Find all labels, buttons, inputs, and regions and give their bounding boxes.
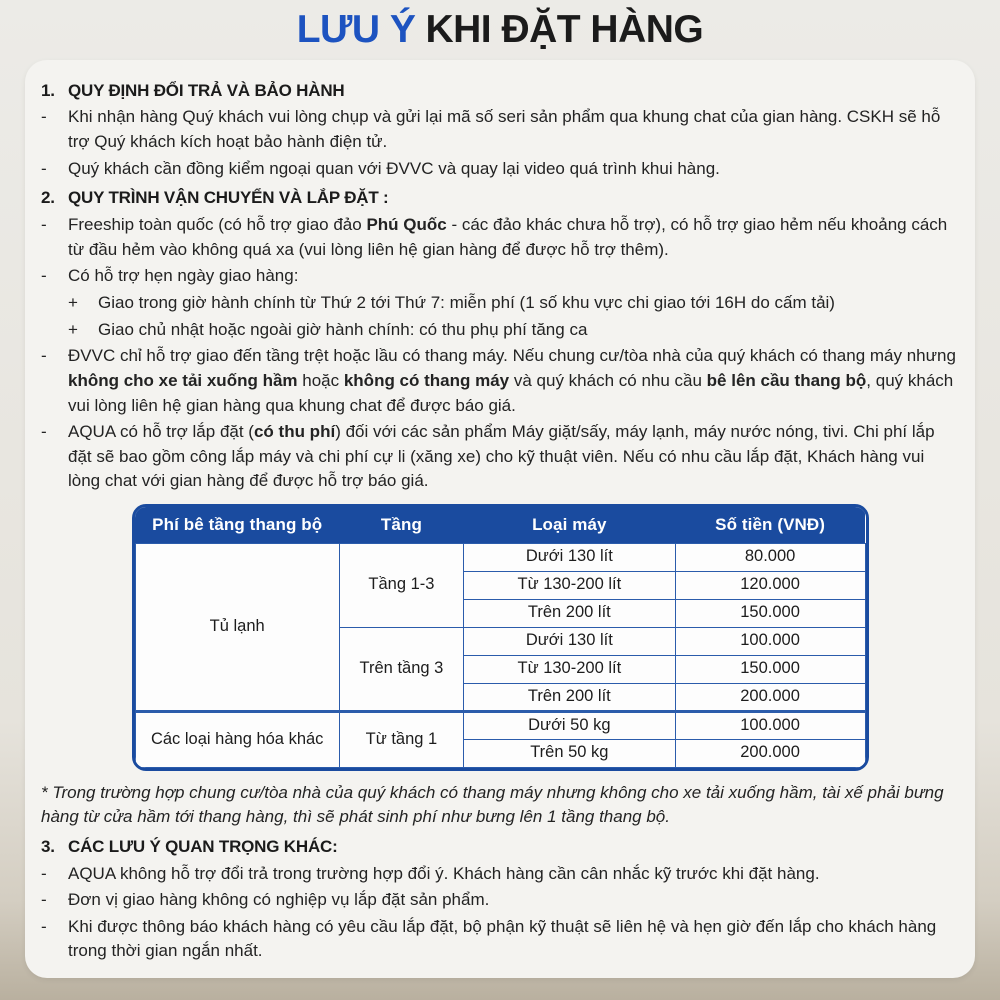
list-marker: - — [41, 916, 47, 936]
item-text: Đơn vị giao hàng không có nghiệp vụ lắp đặt sản phẩm. — [68, 890, 490, 910]
floor-cell: Từ tầng 1 — [339, 711, 463, 767]
footnote — [41, 781, 959, 830]
table-row — [135, 711, 865, 739]
section-number: 2. — [41, 188, 55, 208]
page-title-rest: KHI ĐẶT HÀNG — [425, 8, 704, 51]
amount-cell: 80.000 — [675, 543, 865, 571]
list-item — [41, 213, 959, 262]
item-text: QUY ĐỊNH ĐỔI TRẢ VÀ BẢO HÀNH — [68, 80, 345, 100]
section-heading — [41, 186, 959, 211]
item-text: Khi được thông báo khách hàng có yêu cầu lắp đặt, bộ phận kỹ thuật sẽ liên hệ và hẹn giờ đến lắp cho khách hàng trong thời gian ngắn nhất. — [68, 916, 937, 961]
list-item — [41, 888, 959, 913]
amount-cell: 100.000 — [675, 711, 865, 739]
list-item — [41, 420, 959, 494]
amount-cell: 120.000 — [675, 571, 865, 599]
notice-card — [25, 60, 975, 978]
list-item — [41, 264, 959, 289]
list-marker: - — [41, 107, 47, 127]
amount-cell: 150.000 — [675, 599, 865, 627]
table-header-row — [135, 507, 865, 543]
item-text: * Trong trường hợp chung cư/tòa nhà của quý khách có thang máy nhưng không cho xe tải xuống hầm, tài xế phải bưng hàng từ cửa hầm tới thang hàng, thì sẽ phát sinh phí như bưng lên 1 tầng thang bộ. — [41, 782, 944, 827]
list-item — [41, 105, 959, 154]
section-heading — [41, 835, 959, 860]
list-marker: - — [41, 266, 47, 286]
item-text: CÁC LƯU Ý QUAN TRỌNG KHÁC: — [68, 836, 338, 856]
item-text: Giao chủ nhật hoặc ngoài giờ hành chính: có thu phụ phí tăng ca — [98, 319, 588, 339]
amount-cell: 100.000 — [675, 627, 865, 655]
item-text: AQUA không hỗ trợ đổi trả trong trường hợp đổi ý. Khách hàng cần cân nhắc kỹ trước khi đặt hàng. — [68, 863, 820, 883]
machine-type-cell: Trên 50 kg — [463, 739, 675, 767]
item-text: Khi nhận hàng Quý khách vui lòng chụp và gửi lại mã số seri sản phẩm qua khung chat của gian hàng. CSKH sẽ hỗ trợ Quý khách kích hoạt bảo hành điện tử. — [68, 107, 941, 152]
machine-type-cell: Từ 130-200 lít — [463, 655, 675, 683]
list-marker: - — [41, 890, 47, 910]
item-text: ĐVVC chỉ hỗ trợ giao đến tầng trệt hoặc lầu có thang máy. Nếu chung cư/tòa nhà của quý khách có thang máy nhưng không cho xe tải xuống hầm hoặc không có thang máy và quý khách có nhu cầu bê lên cầu thang bộ, quý khách vui lòng liên hệ gian hàng qua khung chat để được báo giá. — [68, 346, 956, 415]
list-item — [41, 344, 959, 418]
sub-list-item — [41, 291, 959, 316]
section-number: 1. — [41, 80, 55, 100]
floor-cell: Tầng 1-3 — [339, 543, 463, 627]
document-body — [41, 79, 959, 964]
table-header-cell: Loại máy — [463, 507, 675, 543]
item-text: AQUA có hỗ trợ lắp đặt (có thu phí) đối với các sản phẩm Máy giặt/sấy, máy lạnh, máy nước nóng, tivi. Chi phí lắp đặt sẽ bao gồm công lắp máy và chi phí cự li (xăng xe) cho kỹ thuật viên. Nếu có nhu cầu lắp đặt, Khách hàng vui lòng chat với gian hàng để được hỗ trợ báo giá. — [68, 422, 935, 491]
category-cell: Tủ lạnh — [135, 543, 339, 711]
fee-table — [132, 504, 869, 771]
list-marker: - — [41, 158, 47, 178]
list-item — [41, 157, 959, 182]
table-header-cell: Số tiền (VNĐ) — [675, 507, 865, 543]
item-text: Giao trong giờ hành chính từ Thứ 2 tới Thứ 7: miễn phí (1 số khu vực chi giao tới 16H do cấm tải) — [98, 292, 835, 312]
list-marker: + — [68, 292, 78, 312]
table-header-cell: Tầng — [339, 507, 463, 543]
item-text: Quý khách cần đồng kiểm ngoại quan với ĐVVC và quay lại video quá trình khui hàng. — [68, 158, 720, 178]
list-marker: - — [41, 215, 47, 235]
machine-type-cell: Trên 200 lít — [463, 683, 675, 711]
amount-cell: 150.000 — [675, 655, 865, 683]
page-title-highlight: LƯU Ý — [296, 8, 416, 51]
list-marker: - — [41, 863, 47, 883]
section-heading — [41, 79, 959, 104]
item-text: QUY TRÌNH VẬN CHUYỂN VÀ LẮP ĐẶT : — [68, 188, 389, 208]
item-text: Có hỗ trợ hẹn ngày giao hàng: — [68, 266, 299, 286]
sub-list-item — [41, 318, 959, 343]
machine-type-cell: Dưới 50 kg — [463, 711, 675, 739]
item-text: Freeship toàn quốc (có hỗ trợ giao đảo Phú Quốc - các đảo khác chưa hỗ trợ), có hỗ trợ giao hẻm nếu khoảng cách từ đầu hẻm vào không quá xa (vui lòng liên hệ gian hàng để được hỗ trợ thêm). — [68, 215, 948, 259]
list-marker: - — [41, 346, 47, 366]
machine-type-cell: Dưới 130 lít — [463, 543, 675, 571]
list-item — [41, 862, 959, 887]
section-number: 3. — [41, 836, 55, 856]
machine-type-cell: Dưới 130 lít — [463, 627, 675, 655]
category-cell: Các loại hàng hóa khác — [135, 711, 339, 767]
floor-cell: Trên tầng 3 — [339, 627, 463, 711]
list-item — [41, 915, 959, 964]
table-header-cell: Phí bê tầng thang bộ — [135, 507, 339, 543]
amount-cell: 200.000 — [675, 683, 865, 711]
machine-type-cell: Trên 200 lít — [463, 599, 675, 627]
amount-cell: 200.000 — [675, 739, 865, 767]
table-row — [135, 543, 865, 571]
list-marker: + — [68, 319, 78, 339]
list-marker: - — [41, 422, 47, 442]
page-title — [0, 0, 1000, 53]
machine-type-cell: Từ 130-200 lít — [463, 571, 675, 599]
